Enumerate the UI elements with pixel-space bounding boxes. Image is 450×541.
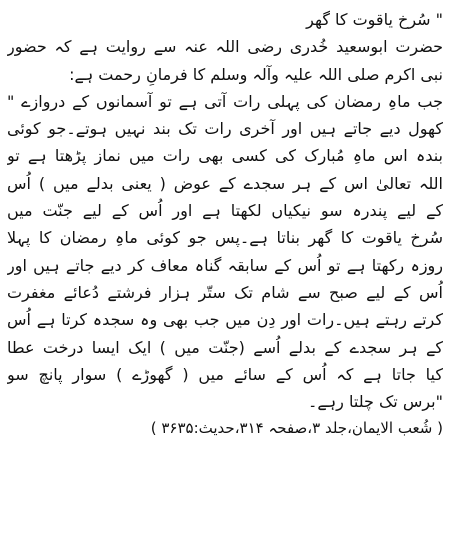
- text-line-2: نبی اکرم صلی اللہ علیہ وآلہ وسلم کا فرمانِ رحمت ہے:: [69, 64, 443, 84]
- text-line-7: کے لیے پندرہ سو نیکیاں لکھتا ہے اور اُس کے لیے جنّت میں: [7, 201, 443, 221]
- text-line-9: روزہ رکھتا ہے تو اُس کے سابقہ گناہ معاف کر دیے جاتے ہیں اور: [7, 255, 443, 275]
- text-line-12: کے ہر سجدے کے بدلے اُسے (جنّت میں ) ایک ایسا درخت عطا: [7, 337, 443, 357]
- text-line-3: جب ماہِ رمضان کی پہلی رات آتی ہے تو آسمانوں کے دروازے ": [7, 91, 443, 111]
- text-line-10: اُس کے لیے صبح سے شام تک ستّر ہزار فرشتے دُعائے مغفرت: [7, 282, 443, 302]
- text-line-11: کرتے رہتے ہیں۔رات اور دِن میں جب بھی وہ سجدہ کرتا ہے اُس: [7, 310, 443, 330]
- text-line-1: حضرت ابوسعید خُدری رضی اللہ عنہ سے روایت ہے کہ حضور: [7, 37, 443, 57]
- text-line-5: بندہ اس ماہِ مُبارک کی کسی بھی رات میں نماز پڑھتا ہے تو: [7, 146, 443, 166]
- text-line-13: کیا جاتا ہے کہ اُس کے سائے میں ( گھوڑے ) سوار پانچ سو: [7, 364, 443, 384]
- text-line-4: کھول دیے جاتے ہیں اور آخری رات تک بند نہیں ہوتے۔جو کوئی: [7, 119, 443, 139]
- reference-citation: ( شُعب الایمان،جلد ۳،صفحہ ۳۱۴،حدیث:۳۶۳۵ ): [150, 419, 443, 438]
- document-title: " سُرخ یاقوت کا گھر: [306, 10, 443, 29]
- text-line-8: سُرخ یاقوت کا گھر بناتا ہے۔پس جو کوئی ماہِ رمضان کا پہلا: [7, 228, 443, 248]
- closing-line: "برس تک چلتا رہے۔: [308, 392, 443, 412]
- text-line-6: اللہ تعالیٰ اس کے ہر سجدے کے عوض ( یعنی بدلے میں ) اُس: [7, 173, 443, 193]
